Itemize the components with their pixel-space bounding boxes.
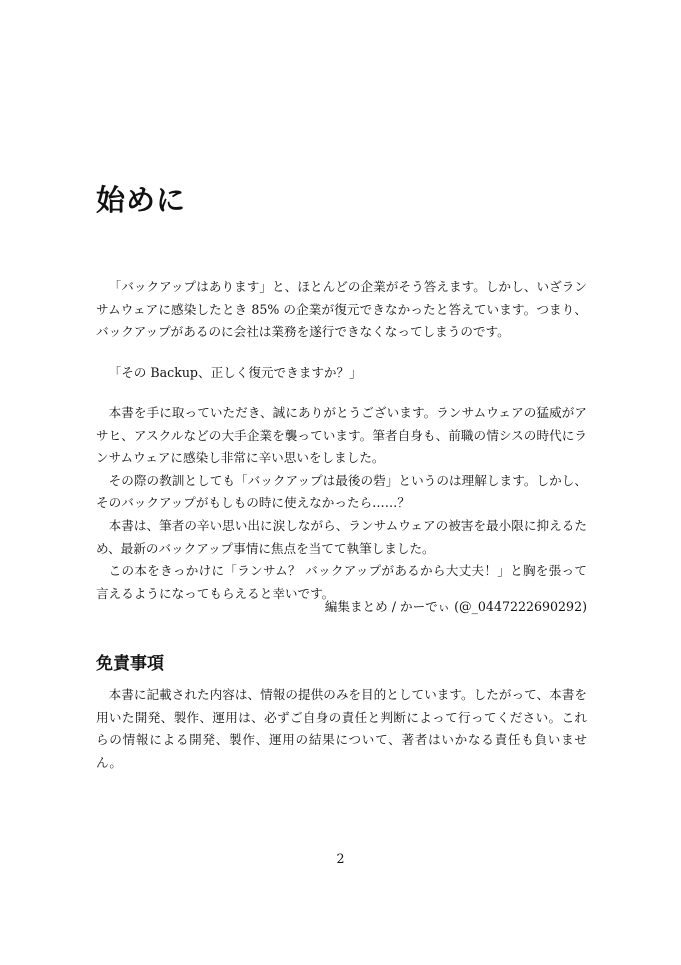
disclaimer-heading: 免責事項: [96, 654, 164, 674]
quote-text: 「その Backup、正しく復元できますか？」: [108, 365, 362, 380]
disclaimer-section: [96, 684, 587, 774]
disclaimer-paragraph: 本書に記載された内容は、情報の提供のみを目的としています。したがって、本書を用いた開発、製作、運用は、必ずご自身の責任と判断によって行ってください。これらの情報による開発、製作、運用の結果について、著者はいかなる責任も負いません。: [96, 687, 587, 770]
thanks-paragraph-4: この本をきっかけに「ランサム？ バックアップがあるから大丈夫！」と胸を張って言えるようになってもらえると幸いです。: [96, 563, 587, 601]
thanks-section: [96, 402, 587, 605]
author-signature: 編集まとめ / かーでぃ (@_0447222690292): [324, 599, 587, 614]
quote-section: [96, 362, 587, 385]
intro-paragraph: 「バックアップはあります」と、ほとんどの企業がそう答えます。しかし、いざランサムウェアに感染したとき 85% の企業が復元できなかったと答えています。つまり、バックアップがあるのに会社は業務を遂行できなくなってしまうのです。: [96, 279, 587, 340]
chapter-title: 始めに: [96, 183, 187, 217]
thanks-paragraph-2: その際の教訓としても「バックアップは最後の砦」というのは理解します。しかし、そのバックアップがもしもの時に使えなかったら……？: [96, 472, 587, 511]
page-number: 2: [336, 851, 345, 866]
thanks-paragraph-3: 本書は、筆者の辛い思い出に涙しながら、ランサムウェアの被害を最小限に抑えるため、最新のバックアップ事情に焦点を当てて執筆しました。: [96, 517, 587, 556]
thanks-paragraph-1: 本書を手に取っていただき、誠にありがとうございます。ランサムウェアの猛威がアサヒ、アスクルなどの大手企業を襲っています。筆者自身も、前職の情シスの時代にランサムウェアに感染し非常に辛い思いをしました。: [96, 405, 587, 466]
intro-section: [96, 276, 587, 344]
